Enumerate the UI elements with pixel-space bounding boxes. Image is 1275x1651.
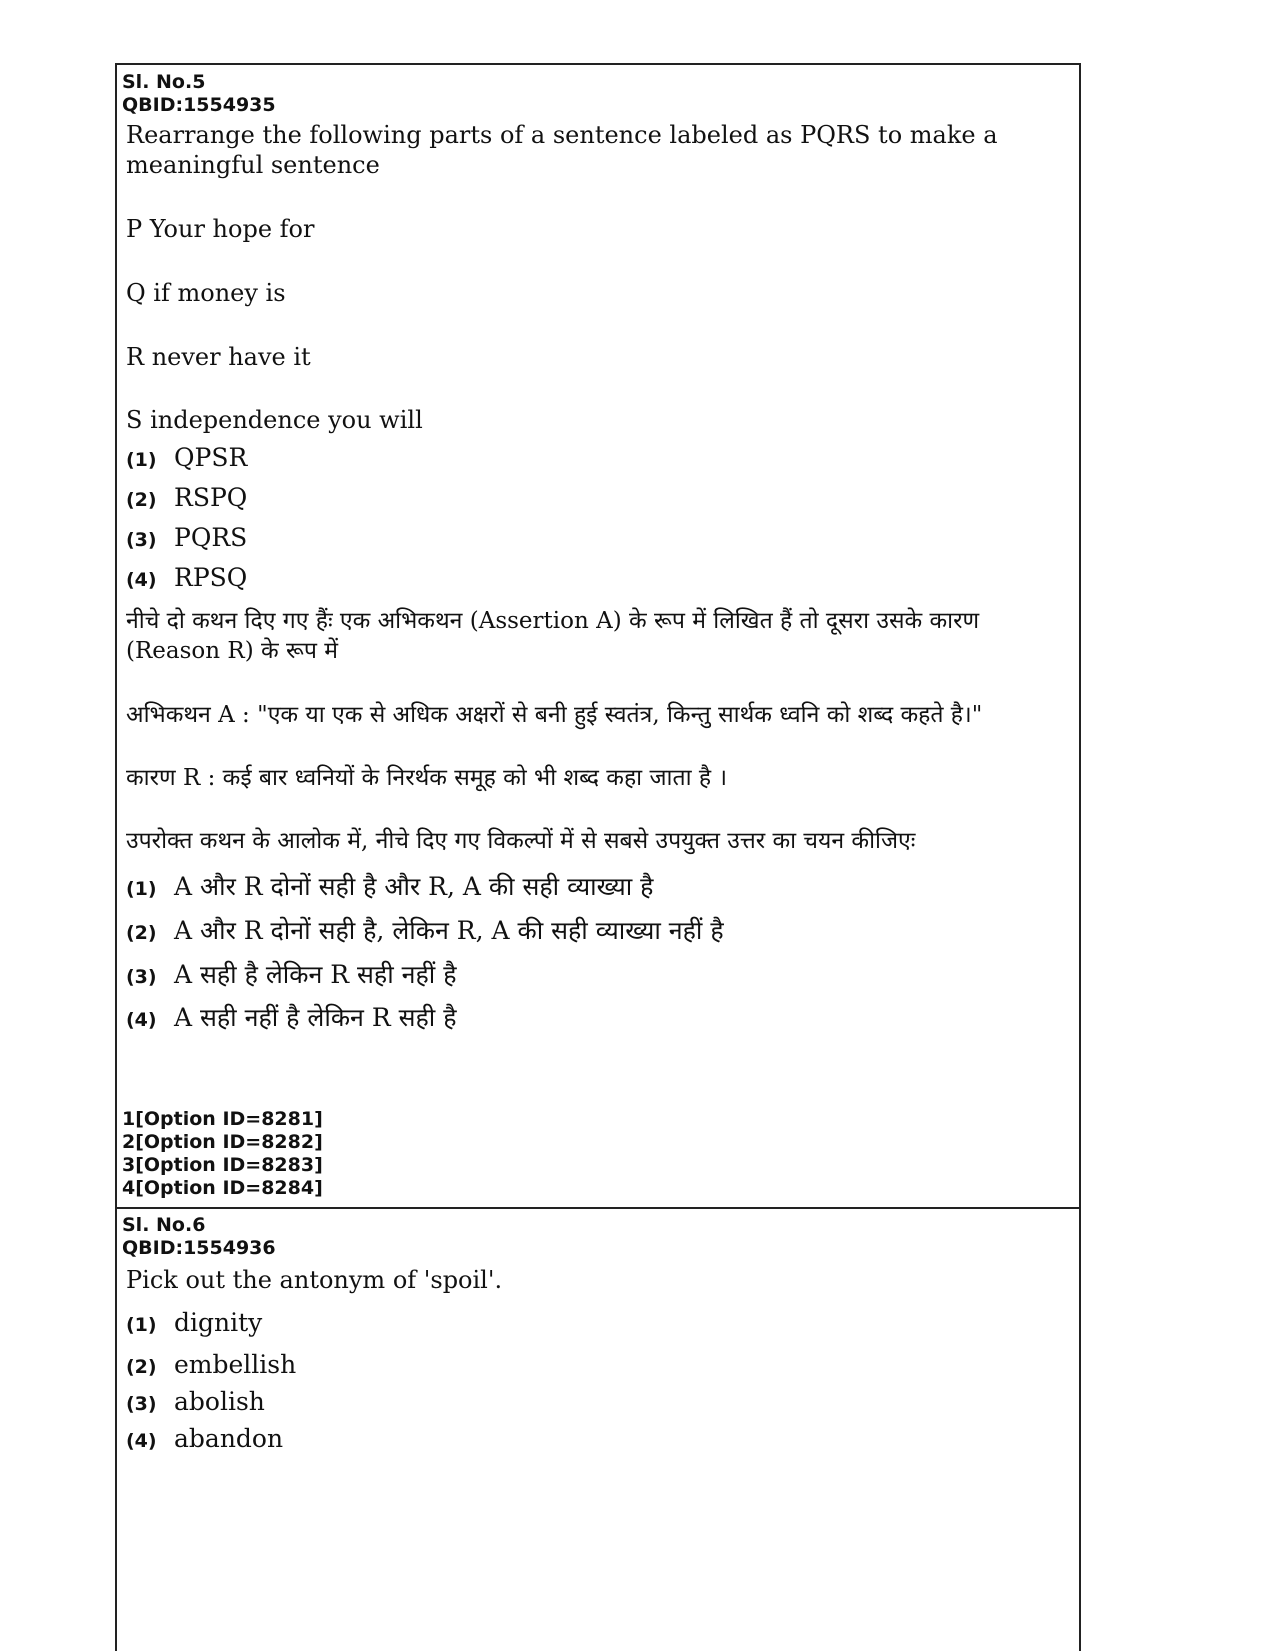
q5-part-p: P Your hope for	[126, 215, 315, 243]
q5-hindi-intro-line2: (Reason R) के रूप में	[126, 638, 338, 664]
q5-hindi-option-1-num: (1)	[126, 878, 157, 900]
question-divider	[117, 1207, 1079, 1209]
q5-part-r: R never have it	[126, 343, 311, 371]
q5-option-1[interactable]	[126, 442, 247, 476]
q5-hindi-intro-line1: नीचे दो कथन दिए गए हैंः एक अभिकथन (Assertion A) के रूप में लिखित हैं तो दूसरा उसके कारण	[126, 608, 980, 634]
q5-assertion: अभिकथन A : "एक या एक से अधिक अक्षरों से बनी हुई स्वतंत्र, किन्तु सार्थक ध्वनि को शब्द कहते है।"	[126, 702, 983, 728]
q5-option-1-text: QPSR	[174, 443, 248, 472]
question-frame	[115, 63, 1081, 1651]
q5-sl-no: Sl. No.5	[122, 71, 206, 93]
q5-option-ids	[122, 1108, 323, 1200]
q6-option-1-text: dignity	[174, 1308, 263, 1337]
q6-sl-no: Sl. No.6	[122, 1214, 206, 1236]
q5-hindi-option-4-text: A सही नहीं है लेकिन R सही है	[174, 1003, 457, 1032]
q5-prompt-line2: meaningful sentence	[126, 151, 380, 179]
q5-part-q: Q if money is	[126, 279, 286, 307]
q5-hindi-option-2[interactable]	[126, 915, 724, 949]
q6-option-4-num: (4)	[126, 1430, 157, 1452]
q6-option-3-num: (3)	[126, 1393, 157, 1415]
q5-option-id-4: 4[Option ID=8284]	[122, 1177, 323, 1199]
q5-hindi-option-1[interactable]	[126, 871, 653, 905]
q6-prompt: Pick out the antonym of 'spoil'.	[126, 1266, 503, 1294]
q5-header	[122, 71, 1069, 117]
q5-hindi-option-3-num: (3)	[126, 966, 157, 988]
q5-hindi-option-4[interactable]	[126, 1002, 456, 1036]
q6-option-2-num: (2)	[126, 1356, 157, 1378]
q5-option-id-1: 1[Option ID=8281]	[122, 1108, 323, 1130]
q6-option-1[interactable]	[126, 1307, 262, 1341]
q6-option-4[interactable]	[126, 1423, 283, 1457]
q6-option-2-text: embellish	[174, 1350, 297, 1379]
q5-option-2-num: (2)	[126, 489, 157, 511]
q6-qbid: QBID:1554936	[122, 1237, 276, 1259]
q5-option-id-2: 2[Option ID=8282]	[122, 1131, 323, 1153]
q5-hindi-option-3[interactable]	[126, 959, 456, 993]
q5-option-3-text: PQRS	[174, 523, 248, 552]
q5-hindi-option-4-num: (4)	[126, 1009, 157, 1031]
q6-option-4-text: abandon	[174, 1424, 284, 1453]
q6-option-3-text: abolish	[174, 1387, 265, 1416]
q6-option-1-num: (1)	[126, 1314, 157, 1336]
q6-option-2[interactable]	[126, 1349, 296, 1383]
q5-option-4-num: (4)	[126, 569, 157, 591]
q6-header	[122, 1214, 1069, 1260]
q5-prompt-line1: Rearrange the following parts of a sentence labeled as PQRS to make a	[126, 121, 998, 149]
q5-option-2-text: RSPQ	[174, 483, 248, 512]
q5-option-2[interactable]	[126, 482, 247, 516]
q5-option-4[interactable]	[126, 562, 247, 596]
q5-hindi-option-1-text: A और R दोनों सही है और R, A की सही व्याख्या है	[174, 872, 654, 901]
q5-reason: कारण R : कई बार ध्वनियों के निरर्थक समूह को भी शब्द कहा जाता है ।	[126, 765, 728, 791]
q6-option-3[interactable]	[126, 1386, 265, 1420]
q5-option-4-text: RPSQ	[174, 563, 248, 592]
q5-hindi-option-2-num: (2)	[126, 922, 157, 944]
q5-option-1-num: (1)	[126, 449, 157, 471]
q5-hindi-option-2-text: A और R दोनों सही है, लेकिन R, A की सही व्याख्या नहीं है	[174, 916, 724, 945]
q5-instruction: उपरोक्त कथन के आलोक में, नीचे दिए गए विकल्पों में से सबसे उपयुक्त उत्तर का चयन कीजिएः	[126, 828, 916, 854]
q5-hindi-option-3-text: A सही है लेकिन R सही नहीं है	[174, 960, 457, 989]
q5-option-id-3: 3[Option ID=8283]	[122, 1154, 323, 1176]
q5-option-3[interactable]	[126, 522, 247, 556]
q5-option-3-num: (3)	[126, 529, 157, 551]
q5-qbid: QBID:1554935	[122, 94, 276, 116]
q5-part-s: S independence you will	[126, 406, 423, 434]
